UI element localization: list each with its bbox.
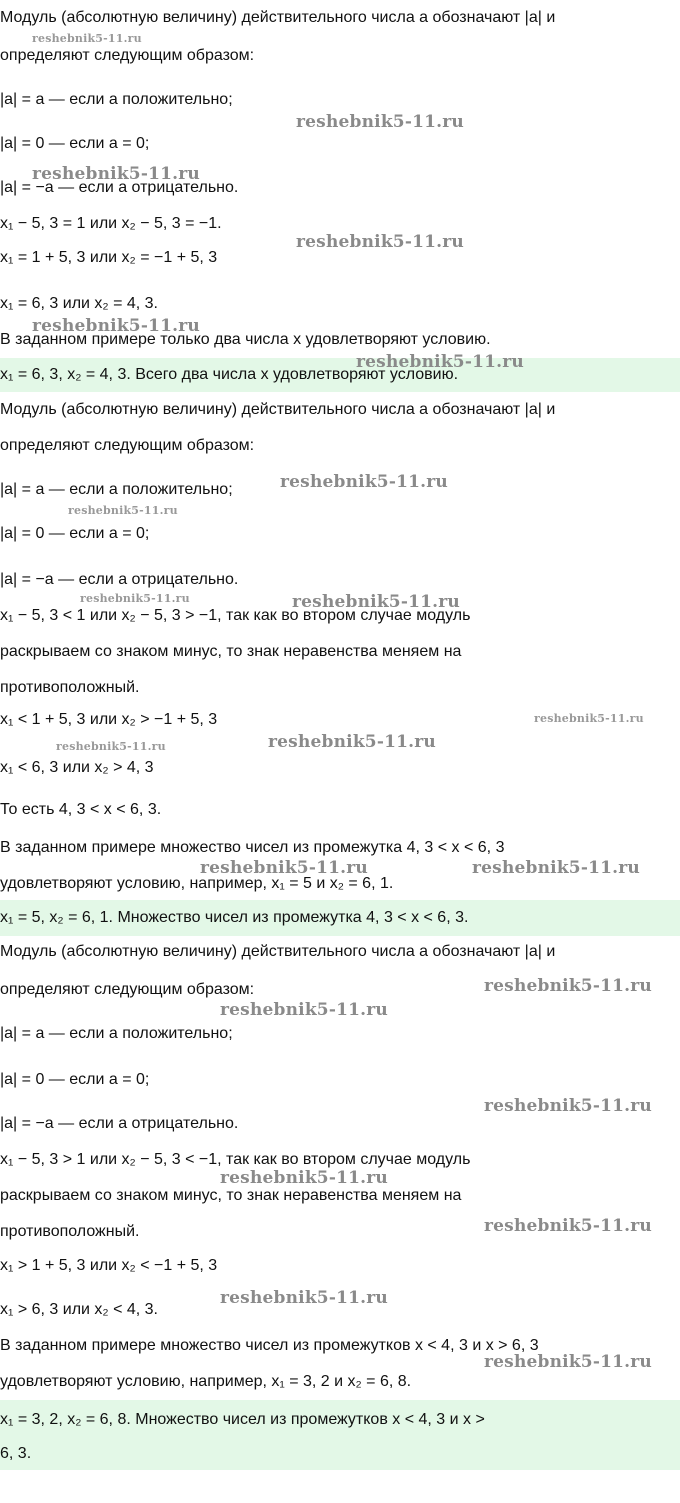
text-line: определяют следующим образом: <box>0 981 255 998</box>
text-line: В заданном примере только два числа x удовлетворяют условию. <box>0 331 491 348</box>
formula-line: x₁ < 6, 3 или x₂ > 4, 3 <box>0 759 154 776</box>
formula-line: |a| = a — если a положительно; <box>0 91 233 108</box>
text-line: определяют следующим образом: <box>0 47 255 64</box>
watermark: reshebnik5-11.ru <box>534 712 644 725</box>
text-line: В заданном примере множество чисел из промежутков x < 4, 3 и x > 6, 3 <box>0 1337 539 1354</box>
watermark: reshebnik5-11.ru <box>220 1168 388 1188</box>
text-line: Модуль (абсолютную величину) действительного числа a обозначают |a| и <box>0 9 556 26</box>
formula-line: x₁ − 5, 3 = 1 или x₂ − 5, 3 = −1. <box>0 215 222 232</box>
answer-highlight <box>0 900 680 936</box>
formula-line: x₁ − 5, 3 > 1 или x₂ − 5, 3 < −1, так как во втором случае модуль <box>0 1151 471 1168</box>
answer-text: x₁ = 5, x₂ = 6, 1. Множество чисел из промежутка 4, 3 < x < 6, 3. <box>0 909 469 926</box>
formula-line: |a| = −a — если a отрицательно. <box>0 1115 239 1132</box>
watermark: reshebnik5-11.ru <box>356 352 524 372</box>
answer-highlight <box>0 358 680 392</box>
formula-line: |a| = 0 — если a = 0; <box>0 1071 150 1088</box>
answer-text: 6, 3. <box>0 1445 32 1462</box>
watermark: reshebnik5-11.ru <box>292 592 460 612</box>
text-line: раскрываем со знаком минус, то знак неравенства меняем на <box>0 643 462 660</box>
watermark: reshebnik5-11.ru <box>484 1352 652 1372</box>
watermark: reshebnik5-11.ru <box>56 740 166 753</box>
watermark: reshebnik5-11.ru <box>484 976 652 996</box>
watermark: reshebnik5-11.ru <box>68 504 178 517</box>
formula-line: |a| = −a — если a отрицательно. <box>0 179 239 196</box>
watermark: reshebnik5-11.ru <box>80 592 190 605</box>
watermark: reshebnik5-11.ru <box>32 32 142 45</box>
text-line: Модуль (абсолютную величину) действительного числа a обозначают |a| и <box>0 943 556 960</box>
formula-line: |a| = a — если a положительно; <box>0 1025 233 1042</box>
text-line: раскрываем со знаком минус, то знак неравенства меняем на <box>0 1187 462 1204</box>
formula-line: x₁ > 1 + 5, 3 или x₂ < −1 + 5, 3 <box>0 1257 218 1274</box>
watermark: reshebnik5-11.ru <box>32 316 200 336</box>
watermark: reshebnik5-11.ru <box>220 1288 388 1308</box>
watermark: reshebnik5-11.ru <box>296 232 464 252</box>
formula-line: |a| = −a — если a отрицательно. <box>0 571 239 588</box>
watermark: reshebnik5-11.ru <box>484 1216 652 1236</box>
watermark: reshebnik5-11.ru <box>280 472 448 492</box>
text-line: противоположный. <box>0 1223 140 1240</box>
text-line: удовлетворяют условию, например, x₁ = 3, 2 и x₂ = 6, 8. <box>0 1373 412 1390</box>
formula-line: x₁ = 1 + 5, 3 или x₂ = −1 + 5, 3 <box>0 249 218 266</box>
answer-highlight <box>0 1400 680 1470</box>
formula-line: |a| = 0 — если a = 0; <box>0 525 150 542</box>
formula-line: |a| = a — если a положительно; <box>0 481 233 498</box>
answer-text: x₁ = 6, 3, x₂ = 4, 3. Всего два числа x удовлетворяют условию. <box>0 366 459 383</box>
text-line: То есть 4, 3 < x < 6, 3. <box>0 801 162 818</box>
formula-line: |a| = 0 — если a = 0; <box>0 135 150 152</box>
text-line: удовлетворяют условию, например, x₁ = 5 и x₂ = 6, 1. <box>0 875 394 892</box>
formula-line: x₁ = 6, 3 или x₂ = 4, 3. <box>0 295 158 312</box>
watermark: reshebnik5-11.ru <box>32 164 200 184</box>
text-line: Модуль (абсолютную величину) действительного числа a обозначают |a| и <box>0 401 556 418</box>
watermark: reshebnik5-11.ru <box>296 112 464 132</box>
watermark: reshebnik5-11.ru <box>220 1000 388 1020</box>
formula-line: x₁ < 1 + 5, 3 или x₂ > −1 + 5, 3 <box>0 711 218 728</box>
text-line: определяют следующим образом: <box>0 437 255 454</box>
formula-line: x₁ − 5, 3 < 1 или x₂ − 5, 3 > −1, так как во втором случае модуль <box>0 607 471 624</box>
formula-line: x₁ > 6, 3 или x₂ < 4, 3. <box>0 1301 158 1318</box>
watermark: reshebnik5-11.ru <box>484 1096 652 1116</box>
watermark: reshebnik5-11.ru <box>200 858 368 878</box>
watermark: reshebnik5-11.ru <box>268 732 436 752</box>
answer-text: x₁ = 3, 2, x₂ = 6, 8. Множество чисел из промежутков x < 4, 3 и x > <box>0 1411 485 1428</box>
text-line: В заданном примере множество чисел из промежутка 4, 3 < x < 6, 3 <box>0 839 505 856</box>
text-line: противоположный. <box>0 679 140 696</box>
watermark: reshebnik5-11.ru <box>472 858 640 878</box>
